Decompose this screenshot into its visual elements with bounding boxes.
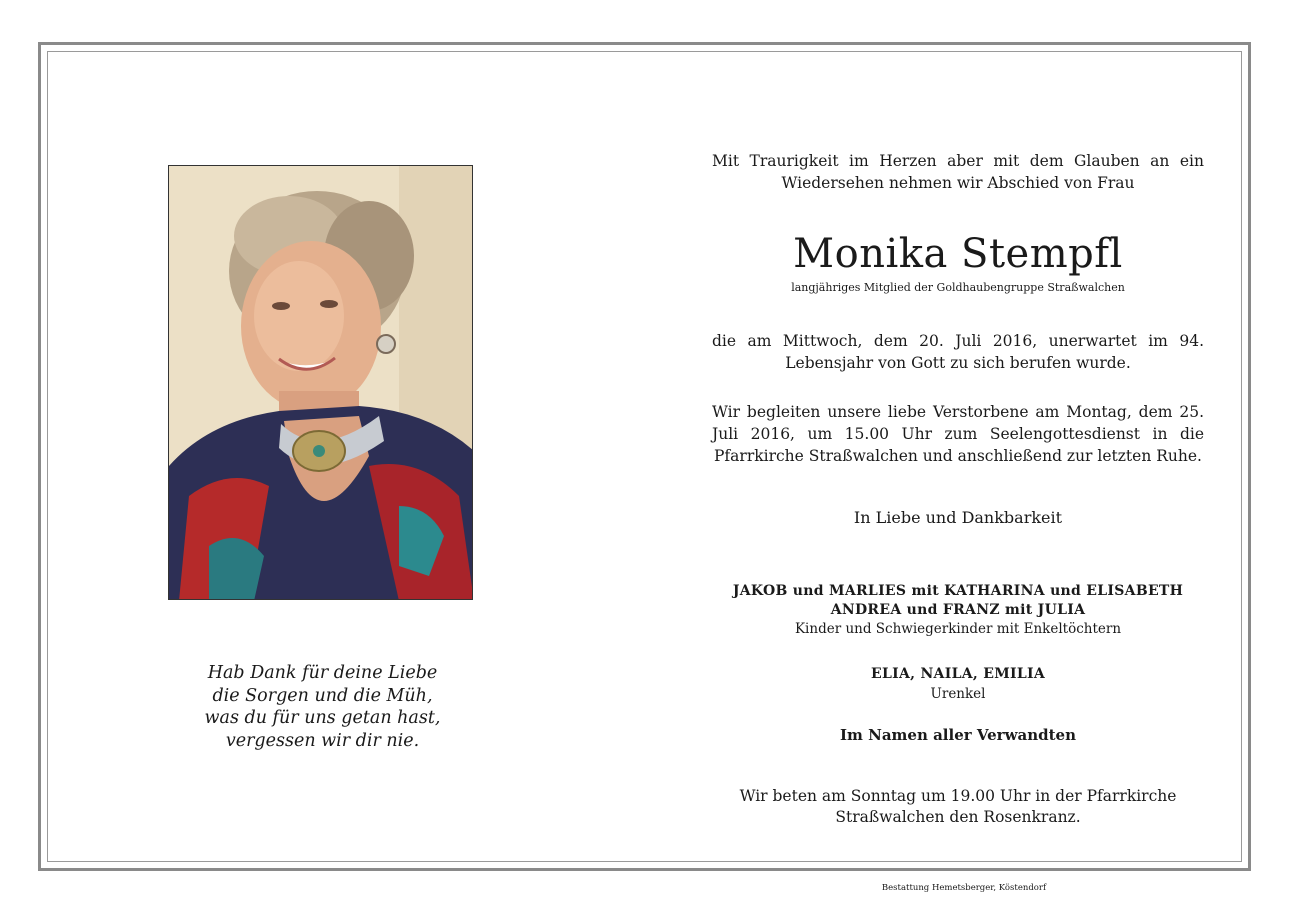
deceased-name: Monika Stempfl [793,231,1123,277]
rosary-line: Straßwalchen den Rosenkranz. [835,808,1081,826]
rosary-notice [712,786,1204,828]
family-names [712,582,1204,620]
rosary-line: Wir beten am Sonntag um 19.00 Uhr in der Pfarrkirche [739,787,1177,805]
poem-line: was du für uns getan hast, [204,708,441,728]
memorial-poem [160,662,485,752]
funeral-home-credit: Bestattung Hemetsberger, Köstendorf [881,883,1047,893]
funeral-notice: Wir begleiten unsere liebe Verstorbene am Montag, dem 25. Juli 2016, um 15.00 Uhr zum Seelengottesdienst in die Pfarrkirche Straßwalchen und anschließend zur letzten Ruhe. [712,403,1204,465]
family-line: ANDREA und FRANZ mit JULIA [830,602,1086,618]
family-role: Kinder und Schwiegerkinder mit Enkeltöchtern [794,621,1122,637]
great-grandchildren-role: Urenkel [930,686,986,702]
poem-line: vergessen wir dir nie. [225,730,420,751]
relatives-note: Im Namen aller Verwandten [840,726,1076,744]
poem-line: Hab Dank für deine Liebe [207,663,438,683]
membership-note: langjähriges Mitglied der Goldhaubengruppe Straßwalchen [791,281,1125,294]
poem-line: die Sorgen und die Müh, [212,685,433,706]
portrait-photo [168,165,473,600]
family-line: JAKOB und MARLIES mit KATHARINA und ELISABETH [732,583,1184,599]
closing-phrase: In Liebe und Dankbarkeit [853,508,1063,527]
intro-text: Mit Traurigkeit im Herzen aber mit dem Glauben an ein Wiedersehen nehmen wir Abschied von Frau [712,152,1204,192]
death-notice: die am Mittwoch, dem 20. Juli 2016, unerwartet im 94. Lebensjahr von Gott zu sich berufen wurde. [712,332,1204,372]
great-grandchildren-names: ELIA, NAILA, EMILIA [870,666,1045,682]
